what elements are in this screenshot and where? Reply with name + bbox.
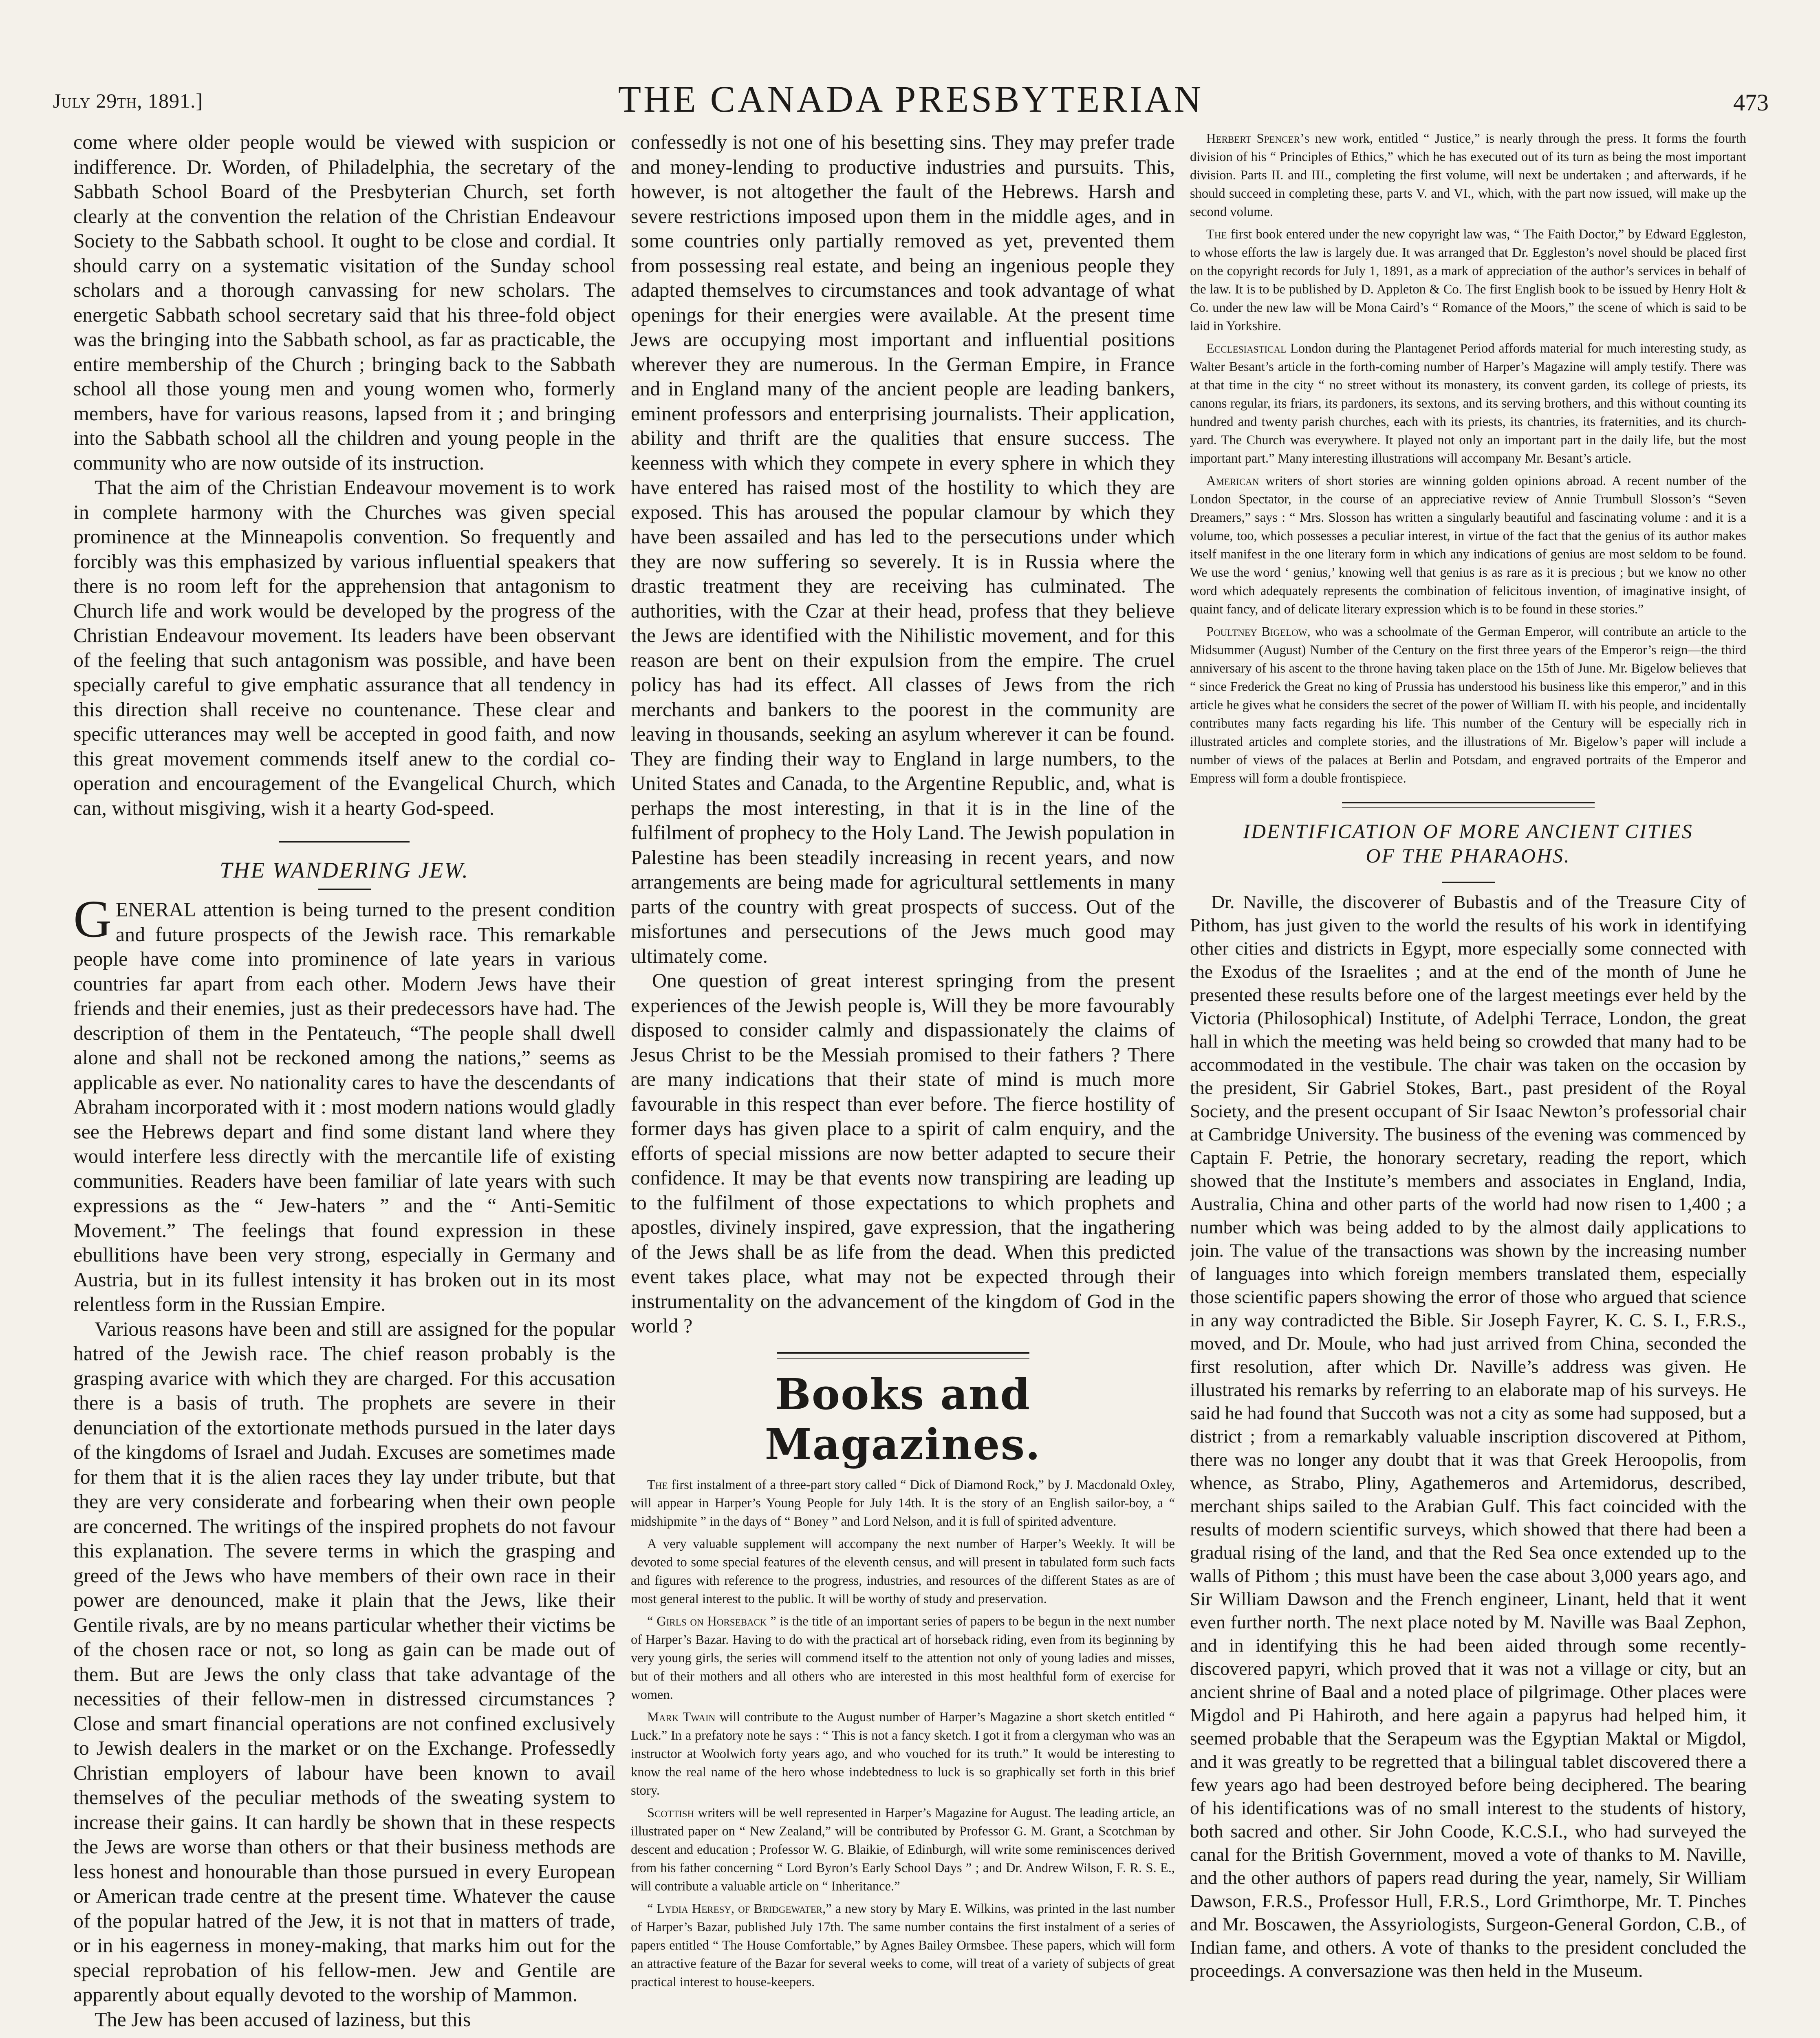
page-header — [53, 77, 1769, 126]
page-number: 473 — [1733, 89, 1769, 116]
book-note: American writers of short stories are winning golden opinions abroad. A recent number of the London Spectator, in the course of an appreciative review of Annie Trumbull Slosson’s “Seven Dreamers,” says : “ Mrs. Slosson has written a singularly beautiful and fascinating volume : and it is a volume, too, which possesses a peculiar interest, in virtue of the fact that the genius of its author makes itself manifest in the one literary form in which any indications of genius are most seldom to be found. We use the word ‘ genius,’ knowing well that genius is as rare as it is precious ; but we know no other word which adequately represents the combination of felicitous invention, of imaginative insight, of quaint fancy, and of delicate literary expression which is to be found in these stories.” — [1190, 474, 1746, 617]
masthead-title: THE CANADA PRESBYTERIAN — [618, 78, 1204, 120]
paragraph: One question of great interest springing from the present experiences of the Jewish people is, Will they be more favourably disposed to consider calmly and dispassionately the claims of Jesus Christ to be the Messiah promised to their fathers ? There are many indications that their state of mind is much more favourable in this respect than ever before. The fierce hostility of former days has given place to a spirit of calm enquiry, and the efforts of special missions are now better adapted to secure their confidence. It may be that events now transpiring are leading up to the fulfilment of those expectations to which prophets and apostles, divinely inspired, gave expression, that the ingathering of the Jews shall be as life from the dead. When this predicted event takes place, what may not be expected through their instrumentality on the advancement of the kingdom of God in the world ? — [631, 969, 1175, 1337]
paragraph: That the aim of the Christian Endeavour movement is to work in complete harmony with the Churches was given special prominence at the Minneapolis convention. So frequently and forcibly was this emphasized by various influential speakers that there is no room left for the apprehension that antagonism to Church life and work would be developed by the progress of the Christian Endeavour movement. Its leaders have been observant of the feeling that such antagonism was possible, and have been specially careful to give emphatic assurance that all tendency in this direction shall receive no countenance. These clear and specific utterances may well be accepted in good faith, and now this great movement commends itself anew to the cordial co-operation and encouragement of the Evangelical Church, which can, without misgiving, wish it a hearty God-speed. — [73, 476, 615, 819]
book-note: The first book entered under the new copyright law was, “ The Faith Doctor,” by Edward Eggleston, to whose efforts the law is largely due. It was arranged that Dr. Eggleston’s novel should be placed first on the copyright records for July 1, 1891, as a mark of appreciation of the author’s services in behalf of the law. It is to be published by D. Appleton & Co. The first English book to be issued by Henry Holt & Co. under the new law will be Mona Caird’s “ Romance of the Moors,” the scene of which is said to be laid in Yorkshire. — [1190, 227, 1746, 333]
books-and-magazines-heading: Books and Magazines. — [765, 1369, 1041, 1469]
issue-date: July 29th, 1891.] — [53, 89, 203, 112]
column-2 — [631, 130, 1175, 2038]
section-rule — [1442, 882, 1495, 883]
books-notes-continued — [1190, 130, 1746, 788]
paragraph: The Jew has been accused of laziness, but this — [95, 2007, 471, 2031]
wandering-jew-continued — [631, 130, 1175, 1338]
paragraph: GENERAL attention is being turned to the present condition and future prospects of the Jewish race. This remarkable people have come into prominence of late years in various countries far apart from each other. Modern Jews have their friends and their enemies, just as their predecessors have had. The description of them in the Pentateuch, “The people shall dwell alone and shall not be reckoned among the nations,” seems as applicable as ever. No nationality cares to have the descendants of Abraham incorporated with it : most modern nations would gladly see the Hebrews depart and find some distant land where they would interfere less directly with the mercantile life of existing communities. Readers have been familiar of late years with such expressions as the “ Jew-haters ” and the “ Anti-Semitic Movement.” The feelings that found expression in these ebullitions have been very strong, especially in Germany and Austria, but in its fullest intensity it has broken out in its most relentless form in the Russian Empire. — [73, 890, 615, 1315]
section-rule — [279, 841, 410, 843]
wandering-jew-heading: THE WANDERING JEW. — [220, 858, 469, 882]
endeavour-article — [73, 130, 615, 820]
identification-article — [1190, 890, 1746, 1982]
section-rule — [1342, 802, 1595, 808]
book-note: Ecclesiastical London during the Plantagenet Period affords material for much interesting study, as Walter Besant’s article in the forth-coming number of Harper’s Magazine will amply testify. There was at that time in the city “ no street without its monastery, its convent garden, its college of priests, its canons regular, its friars, its pardoners, its sextons, and its serving brothers, and this without counting its hundred and twenty parish churches, each with its priests, its chantries, its fraternities, and its church-yard. The Church was everywhere. It played not only an important part in the daily life, but the most important part.” Many interesting illustrations will accompany Mr. Besant’s article. — [1190, 341, 1746, 466]
identification-heading: IDENTIFICATION OF MORE ANCIENT CITIES OF THE PHARAOHS. — [1243, 820, 1693, 867]
paragraph: Dr. Naville, the discoverer of Bubastis and of the Treasure City of Pithom, has just given to the world the results of his work in identifying other cities and districts in Egypt, more especially some connected with the Exodus of the Israelites ; and at the end of the month of June he presented these results before one of the largest meetings ever held by the Victoria (Philosophical) Institute, of Adelphi Terrace, London, the great hall in which the meeting was held being so crowded that many had to be accommodated in the vestibule. The chair was taken on the occasion by the president, Sir Gabriel Stokes, Bart., past president of the Royal Society, and the present occupant of Sir Isaac Newton’s professorial chair at Cambridge University. The business of the evening was commenced by Captain F. Petrie, the honorary secretary, reading the report, which showed that the Institute’s members and associates in England, India, Australia, China and other parts of the world had now risen to 1,400 ; a number which was being added to by the almost daily applications to join. The value of the transactions was shown by the increasing number of languages into which foreign members translated them, especially those scientific papers showing the error of those who argued that science in any way contradicted the Bible. Sir Joseph Fayrer, K. C. S. I., F.R.S., moved, and Dr. Moule, who had just arrived from China, seconded the first resolution, after which Dr. Naville’s address was given. He illustrated his remarks by referring to an elaborate map of his surveys. He said he had found that Succoth was not a city as some had supposed, but a district ; from a remarkably valuable inscription discovered at Pithom, there was no longer any doubt that it was that Greek Heroopolis, from whence, as Strabo, Pliny, Agathemeros and Artemidorus, described, merchant ships sailed to the Arabian Gulf. This fact coincided with the results of modern scientific surveys, which showed that there had been a gradual rising of the land, and that the Red Sea once extended up to the walls of Pithom ; this must have been the case about 3,000 years ago, and Sir William Dawson and the French engineer, Linant, held that it went even further north. The next place noted by M. Naville was Baal Zephon, and in identifying this he had been aided through some recently-discovered papyri, which proved that it was not a village or city, but an ancient shrine of Baal and a noted place of pilgrimage. Other places were Migdol and Pi Hahiroth, and here again a papyrus had helped him, it seemed probable that the Serapeum was the Egyptian Maktal or Migdol, and it was greatly to be regretted that a bilingual tablet discovered there a few years ago had been destroyed before being deciphered. The bearing of his identifications was of no small interest to the students of history, both sacred and other. Sir John Coode, K.C.S.I., who had surveyed the canal for the British Government, moved a vote of thanks to M. Naville, and the other authors of papers read during the year, namely, Sir William Dawson, F.R.S., Professor Hull, F.R.S., Lord Grimthorpe, Mr. T. Pinches and Mr. Boscawen, the Assyriologists, Surgeon-General Gordon, C.B., of Indian fame, and others. A vote of thanks to the president concluded the proceedings. A conversazione was then held in the Museum. — [1190, 891, 1746, 1981]
section-rule — [777, 1352, 1029, 1359]
book-note: A very valuable supplement will accompany the next number of Harper’s Weekly. It will be devoted to some special features of the eleventh census, and will present in tabulated form such facts and figures with reference to the progress, industries, and resources of the different States as are of most general interest to the public. It will be worthy of study and preservation. — [631, 1536, 1175, 1606]
column-3 — [1190, 130, 1746, 2038]
wandering-jew-article — [73, 890, 615, 2031]
drop-cap: G — [73, 890, 112, 948]
book-note: “ Girls on Horseback ” is the title of an important series of papers to be begun in the next number of Harper’s Bazar. Having to do with the practical art of horseback riding, even from its beginning by very young girls, the series will commend itself to the attention not only of young ladies and misses, but of their mothers and all others who are interested in this most healthful form of exercise for women. — [631, 1614, 1175, 1702]
book-note: Scottish writers will be well represented in Harper’s Magazine for August. The leading article, an illustrated paper on “ New Zealand,” will be contributed by Professor G. M. Grant, a Scotchman by descent and education ; Professor W. G. Blaikie, of Edinburgh, will write some reminiscences derived from his father concerning “ Lord Byron’s Early School Days ” ; and Dr. Andrew Wilson, F. R. S. E., will contribute a valuable article on “ Inheritance.” — [631, 1805, 1175, 1894]
books-notes — [631, 1476, 1175, 1992]
book-note: Herbert Spencer’s new work, entitled “ Justice,” is nearly through the press. It forms the fourth division of his “ Principles of Ethics,” which he has executed out of its turn as being the most important division. Parts II. and III., completing the first volume, will next be undertaken ; and afterwards, if he should succeed in completing these, parts V. and VI., which, with the part now issued, will make up the second volume. — [1190, 131, 1746, 219]
book-note: “ Lydia Heresy, of Bridgewater,” a new story by Mary E. Wilkins, was printed in the last number of Harper’s Bazar, published July 17th. The same number contains the first instalment of a series of papers entitled “ The House Comfortable,” by Agnes Bailey Ormsbee. These papers, which will form an attractive feature of the Bazar for several weeks to come, will treat of a variety of subjects of great practical interest to house-keepers. — [631, 1901, 1175, 1989]
paragraph: Various reasons have been and still are assigned for the popular hatred of the Jewish race. The chief reason probably is the grasping avarice with which they are charged. For this accusation there is a basis of truth. The prophets are severe in their denunciation of the extortionate methods pursued in the later days of the kingdoms of Israel and Judah. Excuses are sometimes made for them that it is the alien races they lay under tribute, but that they are very considerate and forbearing when their own people are concerned. The writings of the inspired prophets do not favour this explanation. The severe terms in which the grasping and greed of the Jews who have members of their own race in their power are denounced, make it plain that the Jews, like their Gentile rivals, are by no means particular whether their victims be of the chosen race or not, so long as gain can be made out of them. But are Jews the only class that take advantage of the necessities of their fellow-men in distressed circumstances ? Close and smart financial operations are not confined exclusively to Jewish dealers in the market or on the Exchange. Professedly Christian employers of labour have been known to avail themselves of the peculiar methods of the sweating system to increase their gains. It can hardly be shown that in these respects the Jews are worse than others or that their business methods are less honest and honourable than those pursued in every European or American trade centre at the present time. Whatever the cause of the popular hatred of the Jew, it is not that in matters of trade, or in his eagerness in money-making, that marks him out for the special reprobation of his fellow-men. Jew and Gentile are apparently about equally devoted to the worship of Mammon. — [73, 1317, 615, 2006]
book-note: Mark Twain will contribute to the August number of Harper’s Magazine a short sketch entitled “ Luck.” In a prefatory note he says : “ This is not a fancy sketch. I got it from a clergyman who was an instructor at Woolwich forty years ago, and who vouched for its truth.” It would be interesting to know the real name of the hero whose indebtedness to luck is so graphically set forth in this brief story. — [631, 1709, 1175, 1798]
column-1 — [73, 130, 615, 2038]
book-note: The first instalment of a three-part story called “ Dick of Diamond Rock,” by J. Macdonald Oxley, will appear in Harper’s Young People for July 14th. It is the story of an English sailor-boy, a “ midshipmite ” in the days of “ Boney ” and Lord Nelson, and it is full of spirited adventure. — [631, 1477, 1175, 1529]
paragraph: come where older people would be viewed with suspicion or indifference. Dr. Worden, of Philadelphia, the secretary of the Sabbath School Board of the Presbyterian Church, set forth clearly at the convention the relation of the Christian Endeavour Society to the Sabbath school. It ought to be close and cordial. It should carry on a systematic visitation of the Sunday school scholars and a thorough canvassing for new scholars. The energetic Sabbath school secretary said that his three-fold object was the bringing into the Sabbath school, as far as practicable, the entire membership of the Church ; bringing back to the Sabbath school all those young men and young women who, formerly members, have for various reasons, lapsed from it ; and bringing into the Sabbath school all the children and young people in the community who are now outside of its instruction. — [73, 130, 615, 474]
section-rule — [318, 889, 371, 890]
paragraph: confessedly is not one of his besetting sins. They may prefer trade and money-lending to productive industries and pursuits. This, however, is not altogether the fault of the Hebrews. Harsh and severe restrictions imposed upon them in the middle ages, and in some countries only partially removed as yet, prevented them from possessing real estate, and being an ingenious people they adapted themselves to circumstances and took advantage of what openings for their energies were available. At the present time Jews are occupying most important and influential positions wherever they are numerous. In the German Empire, in France and in England many of the ancient people are leading bankers, eminent professors and enterprising journalists. Their application, ability and thrift are the qualities that ensure success. The keenness with which they compete in every sphere in which they have entered has raised most of the hostility to which they are exposed. This has aroused the popular clamour by which they have been assailed and has led to the persecutions under which they are now suffering so severely. It is in Russia where the drastic treatment they are receiving has culminated. The authorities, with the Czar at their head, profess that they believe the Jews are identified with the Nihilistic movement, and for this reason are bent on their expulsion from the empire. The cruel policy has had its effect. All classes of Jews from the rich merchants and bankers to the poorest in the community are leaving in thousands, seeking an asylum wherever it can be found. They are finding their way to England in large numbers, to the United States and Canada, to the Argentine Republic, and, what is perhaps the most interesting, in that it is in the line of the fulfilment of prophecy to the Holy Land. The Jewish population in Palestine has been steadily increasing in recent years, and now arrangements are being made for agricultural settlements in many parts of the country with great prospects of success. Out of the misfortunes and persecutions of the Jews much good may ultimately come. — [631, 130, 1175, 967]
book-note: Poultney Bigelow, who was a schoolmate of the German Emperor, will contribute an article to the Midsummer (August) Number of the Century on the first three years of the Emperor’s reign—the third anniversary of his ascent to the throne having taken place on the 15th of June. Mr. Bigelow believes that “ since Frederick the Great no king of Prussia has understood his business like this emperor,” and in this article he gives what he considers the secret of the power of William II. with his people, and incidentally contributes many facts regarding his life. This number of the Century will be especially rich in illustrated articles and complete stories, and the illustrations of Mr. Bigelow’s paper will include a number of views of the palaces at Berlin and Potsdam, and engraved portraits of the Emperor and Empress will form a double frontispiece. — [1190, 624, 1746, 786]
